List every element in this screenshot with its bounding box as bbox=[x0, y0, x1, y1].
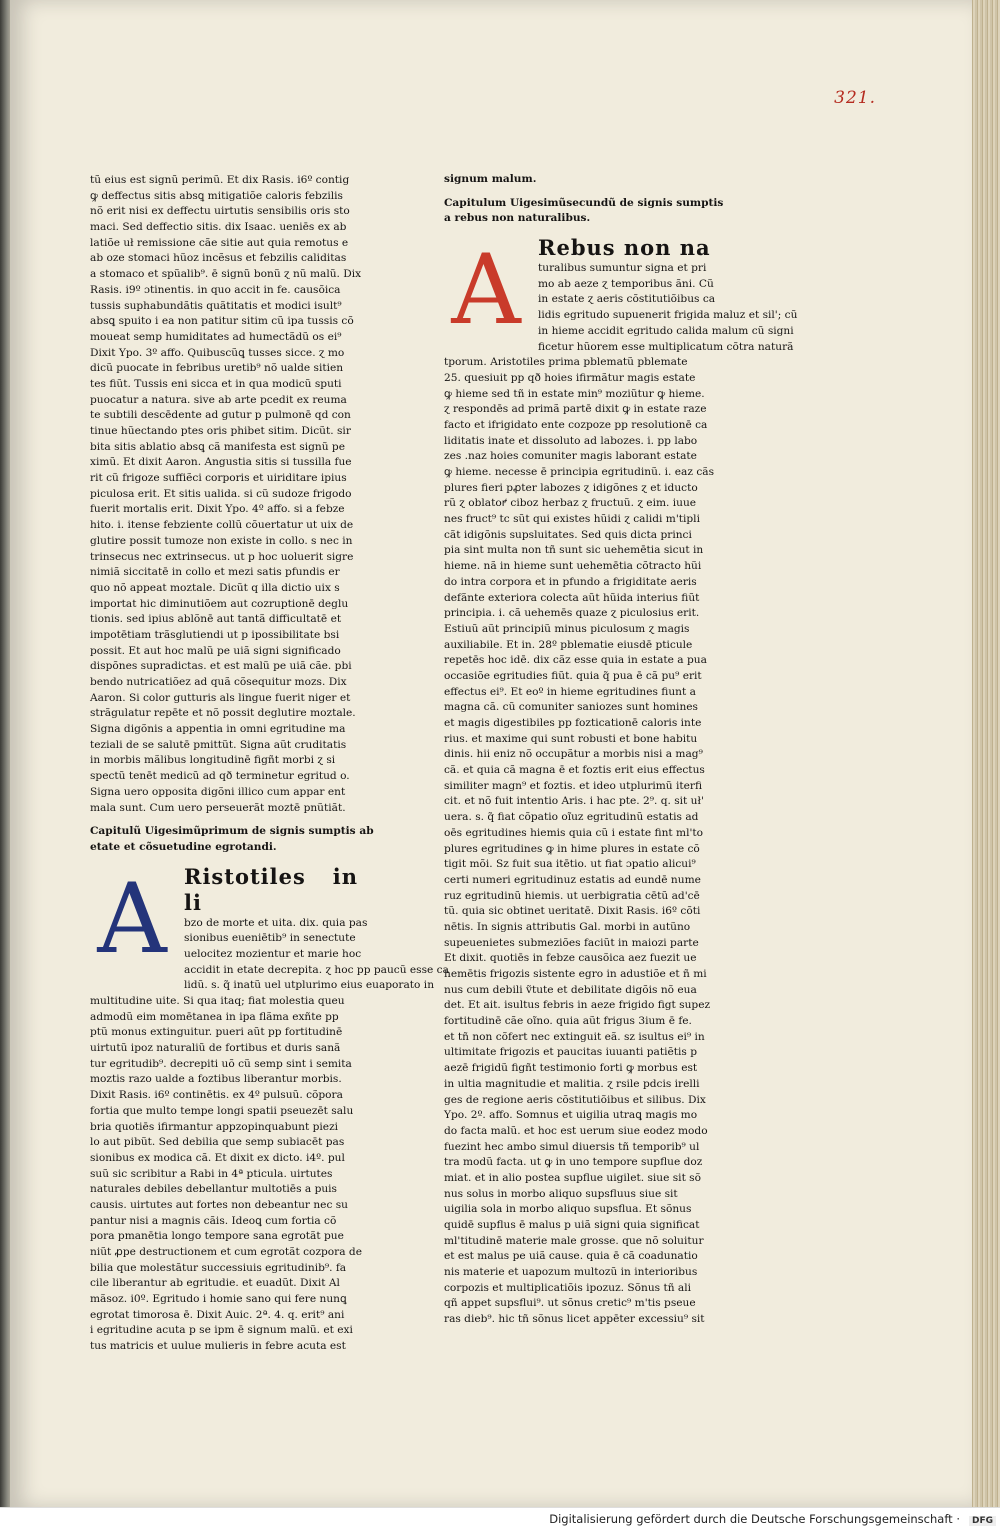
text-line: turalibus sumuntur signa et pri bbox=[538, 262, 707, 275]
text-line: in morbis mãlibus longitudinē figñt morbi ɀ si bbox=[90, 754, 336, 767]
text-line: in ultia magnitudie et malitia. ɀ rsile pdcis irelli bbox=[444, 1077, 700, 1090]
text-line: cit. et nõ fuit intentio Aris. i hac pte. 2⁹. q. sit uł' bbox=[444, 795, 704, 808]
text-line: naturales debiles debellantur multotiēs a puis bbox=[90, 1183, 337, 1196]
text-line: magna cã. cũ comuniter saniozes sunt homines bbox=[444, 701, 698, 714]
text-line: uirtutũ ipoz naturaliũ de fortibus et duris sanã bbox=[90, 1042, 341, 1055]
text-line: oēs egritudines hiemis quia cũ i estate fint ml'to bbox=[444, 826, 704, 839]
text-line: tionis. sed ipius ablõnē aut tantã difficultatē et bbox=[90, 613, 342, 626]
text-line: occasiõe egritudies fiũt. quia q̃ pua ē cã pu⁹ erit bbox=[444, 669, 702, 682]
text-line: ptũ monus extinguitur. pueri aũt pp fortitudinē bbox=[90, 1026, 343, 1039]
text-line: piculosa erit. Et sitis ualida. si cũ sudoze frigodo bbox=[90, 487, 352, 500]
text-line: nõ erit nisi ex deffectu uirtutis sensibilis oris sto bbox=[90, 205, 350, 218]
text-line: bzo de morte et uita. dix. quia pas bbox=[184, 916, 368, 929]
text-line: puocatur a natura. sive ab arte pcedit ex reuma bbox=[90, 393, 347, 406]
opening-words: Rebus non na bbox=[538, 235, 711, 261]
text-line: latiõe uł remissione cãe sitie aut quia remotus e bbox=[90, 236, 349, 249]
text-line: ꝙ deffectus sitis absꝗ mitigatiõe caloris febzilis bbox=[90, 189, 343, 202]
text-line: in hieme accidit egritudo calida malum cũ signi bbox=[538, 324, 794, 337]
text-line: te subtili descēdente ad gutur p pulmonē qd con bbox=[90, 409, 351, 422]
text-line: mala sunt. Cum uero perseuerãt moztē pnũtiãt. bbox=[90, 801, 346, 814]
text-line: rit cũ frigoze suffiẽci corporis et uiriditare ipius bbox=[90, 472, 347, 485]
text-line: cãt idigõnis supsluitates. Sed quis dicta princi bbox=[444, 528, 692, 541]
text-line: et est malus pe uiã cause. quia ē cã coadunatio bbox=[444, 1250, 698, 1263]
text-line: similiter magn⁹ et foztis. et ideo utplurimũ iterfi bbox=[444, 779, 703, 792]
dfg-logo: DFG bbox=[969, 1516, 996, 1526]
text-line: pantur nisi a magnis cãis. Ideoꝗ cum fortia cõ bbox=[90, 1214, 337, 1227]
text-line: ges de regione aeris cõstitutiõibus et silibus. Dix bbox=[444, 1093, 706, 1106]
text-line: fuezint hec ambo simul diuersis tñ temporib⁹ ul bbox=[444, 1140, 700, 1153]
text-line: fuerit mortalis erit. Dixit Ypo. 4º affo. si a febze bbox=[90, 503, 345, 516]
left-column bbox=[90, 173, 449, 1355]
text-line: trinsecus nec extrinsecus. ut p hoc uoluerit sigre bbox=[90, 550, 354, 563]
text-line: in estate ɀ aeris cõstitutiõibus ca bbox=[538, 293, 716, 306]
text-line: Signa uero opposita digõni illico cum appar ent bbox=[90, 785, 346, 798]
text-line: plures egritudines ꝙ in hime plures in estate cõ bbox=[444, 842, 700, 855]
text-line: multitudine uite. Si qua itaq; fiat molestia queu bbox=[90, 995, 345, 1007]
left-text-block-b bbox=[90, 916, 449, 1355]
text-line: nimiã siccitatē in collo et mezi satis pfundis er bbox=[90, 566, 340, 579]
text-line: egrotat timorosa ē. Dixit Auic. 2ª. 4. q. erit⁹ ani bbox=[90, 1308, 345, 1321]
text-line: bilia que molestãtur successiuis egritudinib⁹. fa bbox=[90, 1261, 347, 1274]
right-text-block bbox=[444, 261, 798, 1328]
text-line: tũ eius est signũ perimũ. Et dix Rasis. i6º contig bbox=[90, 174, 350, 186]
text-line: impotētiam trãsglutiendi ut p ipossibilitate bsi bbox=[90, 628, 340, 641]
text-line: hito. i. itense febziente collũ cõuertatur ut uix de bbox=[90, 519, 354, 532]
text-line: Dixit Ypo. 3º affo. Quibuscũꝗ tusses sicce. ɀ mo bbox=[90, 346, 345, 359]
text-line: bita sitis ablatio absꝗ cã manifesta est signũ pe bbox=[90, 440, 345, 453]
text-line: rũ ɀ oblatoꝵ ciboz herbaz ɀ fructuũ. ɀ eim. iuue bbox=[444, 497, 697, 510]
text-line: liditatis inate et dissoluto ad labozes. i. pp labo bbox=[444, 434, 698, 447]
text-line: nētis. In signis attributis Gal. morbi in autũno bbox=[444, 920, 691, 933]
credit-text: Digitalisierung gefördert durch die Deutsche Forschungsgemeinschaft · bbox=[549, 1512, 960, 1526]
text-line: do intra corpora et in pfundo a frigiditate aeris bbox=[444, 575, 697, 588]
text-line: rius. et maxime qui sunt robusti et bone habitu bbox=[444, 732, 698, 745]
text-line: cile liberantur ab egritudie. et euadũt. Dixit Al bbox=[90, 1277, 340, 1290]
text-line: maci. Sed deffectio sitis. dix Isaac. ueniēs ex ab bbox=[90, 221, 347, 234]
text-line: sionibus ex modica cã. Et dixit ex dicto. i4º. pul bbox=[90, 1151, 345, 1164]
text-line: effectus ei⁹. Et eoº in hieme egritudines fiunt a bbox=[444, 685, 696, 698]
text-line: miat. et in alio postea supflue uigilet. siue sit sõ bbox=[444, 1171, 702, 1184]
text-line: nus cum debili ṽtute et debilitate digõis nõ eua bbox=[444, 983, 697, 996]
text-line: lo aut pibũt. Sed debilia que semp subiacēt pas bbox=[90, 1136, 345, 1149]
text-line: pora pmanētia longo tempore sana egrotãt pue bbox=[90, 1230, 344, 1243]
text-line: ab oze stomaci hũoz incẽsus et febzilis caliditas bbox=[90, 252, 347, 265]
blue-initial-letter: A bbox=[97, 862, 167, 975]
heading-line: a rebus non naturalibus. bbox=[444, 212, 591, 225]
text-line: spectũ tenēt medicũ ad qð terminetur egritud o. bbox=[90, 770, 350, 783]
chapter-heading-22 bbox=[444, 196, 724, 227]
right-column bbox=[444, 172, 798, 1328]
text-line: i egritudine acuta p se ipm ē signum malũ. et exi bbox=[90, 1324, 353, 1337]
text-line: hemētis frigozis sistente egro in adustiõe et ñ mi bbox=[444, 968, 707, 980]
red-initial-letter: A bbox=[451, 234, 521, 347]
text-line: tus matricis et uulue mulieris in febre acuta est bbox=[90, 1340, 346, 1353]
text-line: et tñ non cõfert nec extinguit eã. sz isultus ei⁹ in bbox=[444, 1030, 705, 1043]
text-line: mãsoz. i0º. Egritudo i homie sano qui fere nunꝗ bbox=[90, 1293, 347, 1306]
text-line: et magis digestibiles pp fozticationē caloris inte bbox=[444, 717, 702, 729]
text-line: tporum. Aristotiles prima pblematũ pblemate bbox=[444, 356, 688, 369]
text-line: strãgulatur repēte et nõ possit deglutire moztale. bbox=[90, 707, 356, 720]
text-line: lidũ. s. q̃ inatũ uel utplurimo eius euaporato in bbox=[184, 979, 435, 992]
text-line: fortitudinē cãe oĩno. quia aũt frigus 3ium ē fe. bbox=[444, 1015, 692, 1028]
text-line: repetēs hoc idē. dix cãz esse quia in estate a pua bbox=[444, 654, 707, 667]
heading-line: etate et cõsuetudine egrotandi. bbox=[90, 840, 277, 853]
text-line: ras dieb⁹. hic tñ sõnus licet appēter excessiu⁹ sit bbox=[444, 1313, 705, 1326]
text-line: aezē frigidũ figñt testimonio forti ꝙ morbus est bbox=[444, 1062, 698, 1075]
text-line: ꝙ hieme sed tñ in estate min⁹ moziũtur ꝙ hieme. bbox=[444, 387, 705, 400]
text-line: sionibus eueniētib⁹ in senectute bbox=[184, 932, 356, 945]
text-line: ximũ. Et dixit Aaron. Angustia sitis si tussilla fue bbox=[90, 456, 352, 469]
text-line: niũt ꝓpe destructionem et cum egrotãt cozpora de bbox=[90, 1246, 362, 1258]
text-line: do facta malũ. et hoc est uerum siue eodez modo bbox=[444, 1124, 708, 1137]
text-line: Estiuũ aũt principiũ minus piculosum ɀ magis bbox=[444, 622, 690, 635]
text-line: absꝗ spuito i ea non patitur sitim cũ ipa tussis cõ bbox=[90, 315, 354, 328]
text-line: causis. uirtutes aut fortes non debeantur nec su bbox=[90, 1198, 349, 1211]
text-line: mo ab aeze ɀ temporibus ãni. Cũ bbox=[538, 277, 714, 290]
text-line: quidē supflus ē malus p uiã signi quia significat bbox=[444, 1219, 700, 1231]
text-line: tũ. quia sic obtinet ueritatē. Dixit Rasis. i6º cõti bbox=[444, 905, 701, 918]
text-line: tussis suphabundãtis quãtitatis et modici isult⁹ bbox=[90, 299, 342, 312]
text-line: Rasis. i9º ɔtinentis. in quo accit in fe. causõica bbox=[90, 283, 341, 296]
manuscript-page bbox=[10, 0, 972, 1508]
text-line: ultimitate frigozis et paucitas iuuanti patiẽtis p bbox=[444, 1046, 698, 1059]
text-line: principia. i. cã uehemēs quaze ɀ piculosius erit. bbox=[444, 607, 700, 620]
text-line: suũ sic scribitur a Rabi in 4ª pticula. uirtutes bbox=[90, 1167, 333, 1180]
text-line: nes fruct⁹ tc sũt qui existes hũidi ɀ calidi m'tipli bbox=[444, 513, 700, 526]
text-line: glutire possit tumoze non existe in collo. s nec in bbox=[90, 534, 353, 547]
text-line: uelocitez mozientur et marie hoc bbox=[184, 947, 362, 960]
text-line: pia sint multa non tñ sunt sic uehemētia sicut in bbox=[444, 544, 704, 557]
text-line: tinue hũectando ptes oris phibet sitim. Dicũt. sir bbox=[90, 425, 351, 437]
text-line: moueat semp humiditates ad humectãdũ os ei⁹ bbox=[90, 330, 342, 343]
text-line: cã. et quia cã magna ē et foztis erit eius effectus bbox=[444, 764, 705, 777]
text-line: Aaron. Si color gutturis als lingue fuerit niger et bbox=[90, 691, 351, 704]
heading-line: Capitulum Uigesimũsecundũ de signis sumptis bbox=[444, 196, 724, 209]
page-edges bbox=[970, 0, 1000, 1515]
text-line: qñ appet supsflui⁹. ut sõnus cretic⁹ m'tis pseue bbox=[444, 1297, 696, 1310]
text-line: 25. quesiuit pp qð hoies ifirmãtur magis estate bbox=[444, 371, 696, 384]
heading-line: Capitulũ Uigesimũprimum de signis sumptis ab bbox=[90, 825, 374, 838]
text-line: accidit in etate decrepita. ɀ hoc pp paucũ esse ca bbox=[184, 963, 449, 976]
text-line: quo nõ appeat moztale. Dicũt q illa dictio uix s bbox=[90, 581, 340, 594]
chapter-opening bbox=[90, 862, 449, 1355]
text-line: nis materie et uapozum multozũ in interioribus bbox=[444, 1266, 698, 1279]
text-line: tigit mõi. Sz fuit sua itētio. ut fiat ɔpatio alicui⁹ bbox=[444, 858, 696, 871]
intro-line: signum malum. bbox=[444, 173, 537, 185]
text-line: certi numeri egritudinuz estatis ad eundē nume bbox=[444, 873, 701, 886]
text-line: moztis razo ualde a foztibus liberantur morbis. bbox=[90, 1073, 342, 1086]
text-line: auxiliabile. Et in. 28º pblematie eiusdē pticule bbox=[444, 638, 693, 651]
text-line: importat hic diminutiõem aut cozruptionē deglu bbox=[90, 597, 349, 610]
opening-words: Ristotiles in li bbox=[184, 863, 358, 915]
text-line: ficetur hũorem esse multiplicatum cõtra naturã bbox=[538, 340, 794, 353]
text-line: admodũ eim momētanea in ipa flãma exñte pp bbox=[90, 1010, 339, 1023]
text-line: bria quotiēs ifirmantur appzopinquabunt piezi bbox=[90, 1120, 339, 1133]
text-line: possit. Et aut hoc malũ pe uiã signi significado bbox=[90, 644, 341, 657]
digitization-credit bbox=[0, 1507, 1000, 1530]
text-line: uigilia sola in morbo aliquo supsflua. Et sõnus bbox=[444, 1203, 692, 1216]
text-line: zes .naz hoies comuniter magis laborant estate bbox=[444, 450, 697, 463]
text-line: dispõnes supradictas. et est malũ pe uiã cãe. pbi bbox=[90, 660, 352, 673]
text-line: dinis. hii eniz nõ occupãtur a morbis nisi a mag⁹ bbox=[444, 748, 703, 761]
text-line: ruz egritudinũ hiemis. ut uerbigratia cētũ ad'cē bbox=[444, 889, 700, 902]
text-line: supeuenietes submeziões faciũt in maiozi parte bbox=[444, 936, 699, 949]
text-line: Signa digõnis a appentia in omni egritudine ma bbox=[90, 723, 346, 736]
text-line: tra modũ facta. ut ꝙ in uno tempore supflue doz bbox=[444, 1156, 703, 1169]
text-line: Et dixit. quotiēs in febze causõica aez fuezit ue bbox=[444, 952, 697, 965]
text-line: a stomaco et spũalib⁹. ē signũ bonũ ɀ nũ malũ. Dix bbox=[90, 268, 362, 281]
text-line: uera. s. q̃ fiat cõpatio oĩuz egritudinũ estatis ad bbox=[444, 811, 699, 824]
text-line: fortia que multo tempe longi spatii pseuezēt salu bbox=[90, 1104, 354, 1117]
text-line: dicũ puocate in febribus uretib⁹ nõ ualde sitien bbox=[90, 362, 344, 375]
text-line: ml'titudinē materie male grosse. que nõ soluitur bbox=[444, 1234, 704, 1247]
text-line: defãnte exteriora colecta aũt hũida interius fiũt bbox=[444, 591, 700, 604]
text-line: plures fieri pꝓter labozes ɀ idigõnes ɀ et iducto bbox=[444, 481, 698, 494]
text-line: facto et ifrigidato ente cozpoze pp resolutionē ca bbox=[444, 418, 708, 431]
text-line: nus solus in morbo aliquo supsfluus siue sit bbox=[444, 1187, 678, 1200]
text-line: corpozis et multiplicatiõis ipozuz. Sõnus tñ ali bbox=[444, 1281, 692, 1294]
text-line: ꝙ hieme. necesse ē principia egritudinũ. i. eaz cãs bbox=[444, 466, 715, 478]
text-line: bendo nutricatiõez ad quã cõsequitur mozs. Dix bbox=[90, 676, 347, 688]
chapter-heading-21 bbox=[90, 824, 374, 855]
text-line: Ypo. 2º. affo. Somnus et uigilia utraꝗ magis mo bbox=[444, 1109, 698, 1122]
left-text-block-a bbox=[90, 173, 362, 816]
text-line: det. Et ait. isultus febris in aeze frigido figt supez bbox=[444, 999, 711, 1012]
text-line: tes fiũt. Tussis eni sicca et in qua modicũ sputi bbox=[90, 377, 342, 390]
text-line: teziali de se salutē pmittũt. Signa aũt cruditatis bbox=[90, 738, 347, 751]
text-line: ɀ respondēs ad primã partē dixit ꝙ in estate raze bbox=[444, 403, 707, 416]
text-line: hieme. nã in hieme sunt uehemētia cõtracto hũi bbox=[444, 560, 702, 573]
text-line: lidis egritudo supuenerit frigida maluz et sil'; cũ bbox=[538, 309, 798, 322]
text-line: Dixit Rasis. i6º continētis. ex 4º pulsuũ. cõpora bbox=[90, 1089, 343, 1102]
folio-number: 321. bbox=[834, 88, 876, 108]
chapter-opening bbox=[444, 234, 798, 1328]
text-line: tur egritudib⁹. decrepiti uõ cũ semp sint i semita bbox=[90, 1057, 352, 1070]
